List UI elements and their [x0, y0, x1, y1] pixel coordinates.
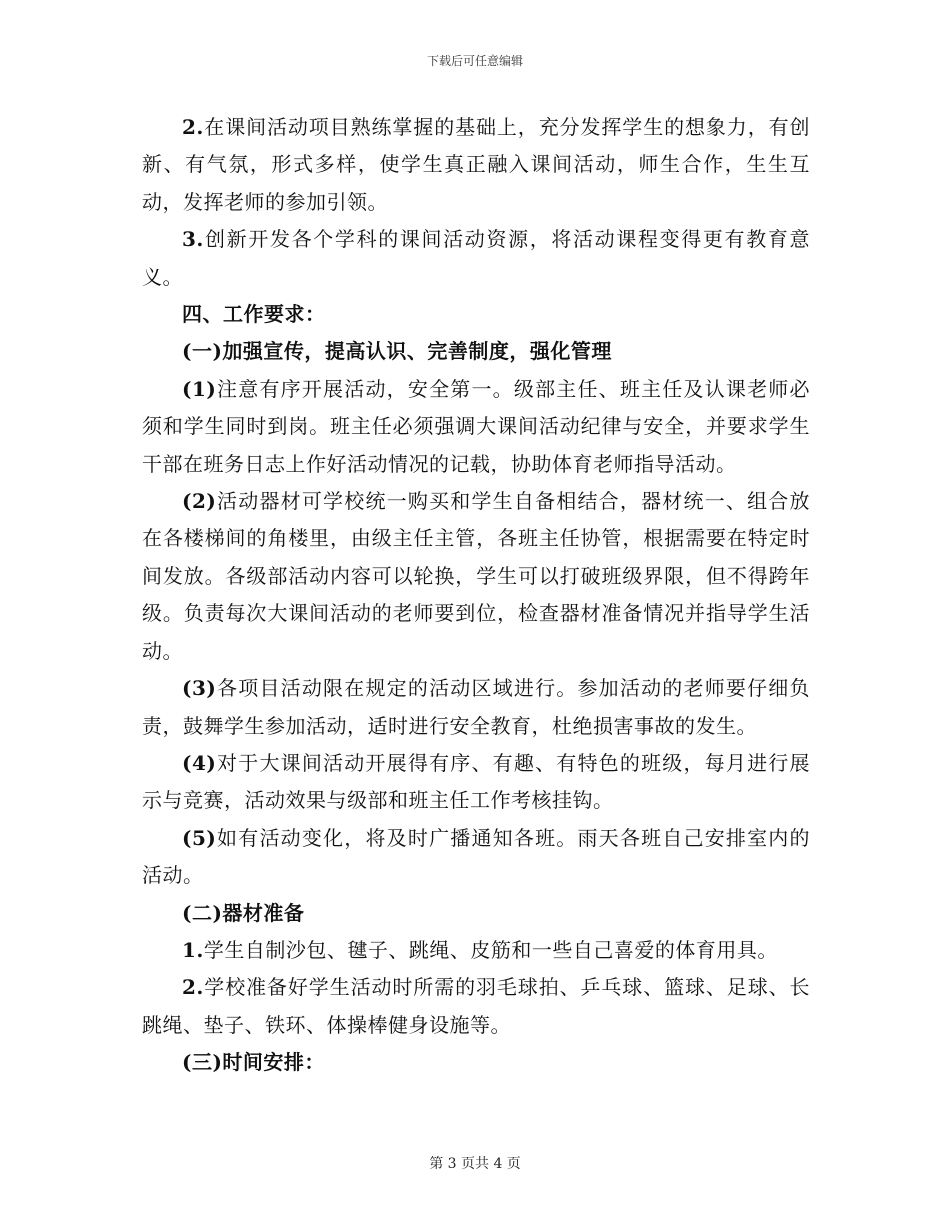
paragraph [142, 932, 810, 969]
paragraph [142, 371, 810, 483]
paragraph-text: 各项目活动限在规定的活动区域进行。参加活动的老师要仔细负责，鼓舞学生参加活动，适时进行安全教育，杜绝损害事故的发生。 [142, 676, 810, 738]
page-footer: 第 3 页共 4 页 [429, 1156, 521, 1172]
paragraph-text: 注意有序开展活动，安全第一。级部主任、班主任及认课老师必须和学生同时到岗。班主任必须强调大课间活动纪律与安全，并要求学生干部在班务日志上作好活动情况的记载，协助体育老师指导活动。 [142, 376, 810, 476]
item-number: (5) [182, 825, 217, 850]
page-header: 下载后可任意编辑 [426, 54, 523, 68]
document-body [142, 109, 810, 1082]
paragraph-text: 在课间活动项目熟练掌握的基础上，充分发挥学生的想象力，有创新、有气氛，形式多样，使学生真正融入课间活动，师生合作，生生互动，发挥老师的参加引领。 [142, 115, 810, 214]
item-number: 1. [182, 937, 204, 962]
paragraph-text: 如有活动变化，将及时广播通知各班。雨天各班自己安排室内的活动。 [142, 825, 810, 888]
item-number: (3) [182, 676, 217, 701]
paragraph [142, 670, 810, 745]
paragraph-text: 对于大课间活动开展得有序、有趣、有特色的班级，每月进行展示与竞赛，活动效果与级部和班主任工作考核挂钩。 [142, 750, 810, 813]
paragraph-text: 学校准备好学生活动时所需的羽毛球拍、乒乓球、篮球、足球、长跳绳、垫子、铁环、体操棒健身设施等。 [142, 975, 810, 1037]
paragraph [142, 109, 810, 221]
item-number: 3. [182, 227, 204, 252]
subsection-heading: (三)时间安排： [182, 1050, 325, 1075]
paragraph-text: 活动器材可学校统一购买和学生自备相结合，器材统一、组合放在各楼梯间的角楼里，由级主任主管，各班主任协管，根据需要在特定时间发放。各级部活动内容可以轮换，学生可以打破班级界限，但不得跨年级。负责每次大课间活动的老师要到位，检查器材准备情况并指导学生活动。 [142, 489, 810, 663]
paragraph-text: 创新开发各个学科的课间活动资源，将活动课程变得更有教育意义。 [142, 227, 810, 289]
paragraph [142, 969, 810, 1044]
subsection-heading: (一)加强宣传，提高认识、完善制度，强化管理 [182, 339, 612, 364]
item-number: 2. [182, 975, 204, 1000]
paragraph [142, 221, 810, 296]
item-number: (2) [182, 489, 217, 514]
section-heading: 四、工作要求： [182, 302, 326, 327]
paragraph [142, 820, 810, 895]
paragraph [142, 483, 810, 670]
item-number: 2. [182, 115, 204, 139]
paragraph-text: 学生自制沙包、毽子、跳绳、皮筋和一些自己喜爱的体育用具。 [203, 937, 778, 962]
subsection-heading: (二)器材准备 [182, 900, 305, 925]
paragraph [142, 745, 810, 820]
item-number: (1) [182, 376, 217, 401]
item-number: (4) [182, 750, 217, 775]
